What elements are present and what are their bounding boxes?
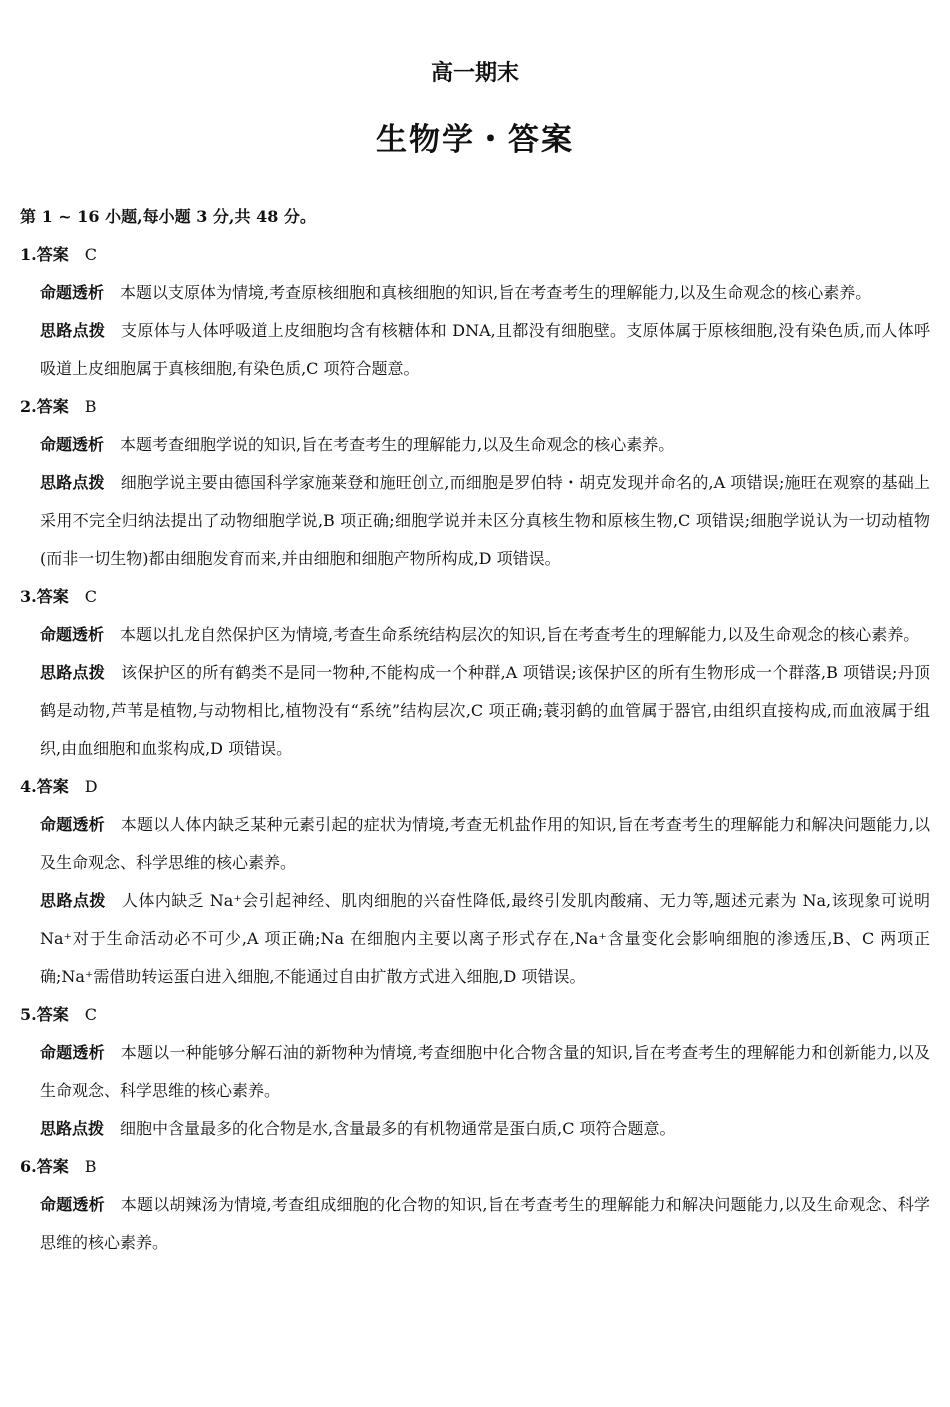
question-header [20, 236, 930, 274]
question-6 [20, 1148, 930, 1262]
analysis-text: 本题以扎龙自然保护区为情境,考查生命系统结构层次的知识,旨在考查考生的理解能力,以及生命观念的核心素养。 [120, 625, 920, 644]
answer-value: D [84, 777, 98, 796]
approach-text: 支原体与人体呼吸道上皮细胞均含有核糖体和 DNA,且都没有细胞壁。支原体属于原核细胞,没有染色质,而人体呼吸道上皮细胞属于真核细胞,有染色质,C 项符合题意。 [40, 321, 930, 378]
question-5 [20, 996, 930, 1148]
approach-text: 细胞学说主要由德国科学家施莱登和施旺创立,而细胞是罗伯特・胡克发现并命名的,A 项错误;施旺在观察的基础上采用不完全归纳法提出了动物细胞学说,B 项正确;细胞学说并未区分真核生物和原核生物,C 项错误;细胞学说认为一切动植物(而非一切生物)都由细胞发育而来,并由细胞和细胞产物所构成,D 项错误。 [40, 473, 930, 568]
analysis-label: 命题透析 [40, 1043, 105, 1062]
analysis-block [20, 806, 930, 882]
analysis-block [20, 274, 930, 312]
approach-block [20, 1110, 930, 1148]
analysis-label: 命题透析 [40, 625, 105, 644]
answer-label: 答案 [36, 397, 69, 416]
question-number: 5. [20, 1005, 37, 1024]
question-header [20, 1148, 930, 1186]
answer-label: 答案 [36, 1157, 69, 1176]
question-header [20, 388, 930, 426]
question-number: 1. [20, 245, 37, 264]
approach-text: 人体内缺乏 Na⁺会引起神经、肌肉细胞的兴奋性降低,最终引发肌肉酸痛、无力等,题述元素为 Na,该现象可说明 Na⁺对于生命活动必不可少,A 项正确;Na 在细胞内主要以离子形式存在,Na⁺含量变化会影响细胞的渗透压,B、C 两项正确;Na⁺需借助转运蛋白进入细胞,不能通过自由扩散方式进入细胞,D 项错误。 [40, 891, 930, 986]
analysis-block [20, 1034, 930, 1110]
answer-label: 答案 [36, 587, 69, 606]
question-1 [20, 236, 930, 388]
answer-value: C [84, 1005, 97, 1024]
approach-block [20, 654, 930, 768]
question-header [20, 996, 930, 1034]
answer-value: B [84, 1157, 97, 1176]
approach-label: 思路点拨 [40, 321, 106, 340]
question-number: 3. [20, 587, 37, 606]
analysis-text: 本题以支原体为情境,考查原核细胞和真核细胞的知识,旨在考查考生的理解能力,以及生命观念的核心素养。 [120, 283, 872, 302]
answer-label: 答案 [36, 245, 69, 264]
analysis-text: 本题考查细胞学说的知识,旨在考查考生的理解能力,以及生命观念的核心素养。 [120, 435, 675, 454]
analysis-text: 本题以胡辣汤为情境,考查组成细胞的化合物的知识,旨在考查考生的理解能力和解决问题能力,以及生命观念、科学思维的核心素养。 [40, 1195, 930, 1252]
question-number: 6. [20, 1157, 37, 1176]
question-3 [20, 578, 930, 768]
question-header [20, 768, 930, 806]
document-title: 生物学・答案 [376, 122, 574, 158]
answer-value: B [84, 397, 97, 416]
approach-block [20, 882, 930, 996]
analysis-block [20, 1186, 930, 1262]
approach-block [20, 312, 930, 388]
approach-text: 细胞中含量最多的化合物是水,含量最多的有机物通常是蛋白质,C 项符合题意。 [120, 1119, 676, 1138]
answer-label: 答案 [36, 777, 69, 796]
analysis-label: 命题透析 [40, 815, 105, 834]
question-number: 2. [20, 397, 37, 416]
analysis-text: 本题以人体内缺乏某种元素引起的症状为情境,考查无机盐作用的知识,旨在考查考生的理解能力和解决问题能力,以及生命观念、科学思维的核心素养。 [40, 815, 930, 872]
analysis-block [20, 616, 930, 654]
exam-name: 高一期末 [430, 61, 519, 86]
question-4 [20, 768, 930, 996]
answer-value: C [84, 587, 97, 606]
analysis-text: 本题以一种能够分解石油的新物种为情境,考查细胞中化合物含量的知识,旨在考查考生的理解能力和创新能力,以及生命观念、科学思维的核心素养。 [40, 1043, 930, 1100]
approach-label: 思路点拨 [40, 1119, 105, 1138]
question-header [20, 578, 930, 616]
analysis-label: 命题透析 [40, 283, 105, 302]
page-header [20, 0, 930, 168]
approach-block [20, 464, 930, 578]
approach-label: 思路点拨 [40, 663, 106, 682]
question-2 [20, 388, 930, 578]
analysis-label: 命题透析 [40, 435, 105, 454]
section-note: 第 1 ~ 16 小题,每小题 3 分,共 48 分。 [20, 207, 316, 226]
approach-text: 该保护区的所有鹤类不是同一物种,不能构成一个种群,A 项错误;该保护区的所有生物形成一个群落,B 项错误;丹顶鹤是动物,芦苇是植物,与动物相比,植物没有“系统”结构层次,C 项正确;蓑羽鹤的血管属于器官,由组织直接构成,而血液属于组织,由血细胞和血浆构成,D 项错误。 [40, 663, 930, 758]
approach-label: 思路点拨 [40, 473, 105, 492]
analysis-block [20, 426, 930, 464]
approach-label: 思路点拨 [40, 891, 106, 910]
analysis-label: 命题透析 [40, 1195, 105, 1214]
answer-label: 答案 [36, 1005, 69, 1024]
question-number: 4. [20, 777, 37, 796]
answer-value: C [84, 245, 97, 264]
